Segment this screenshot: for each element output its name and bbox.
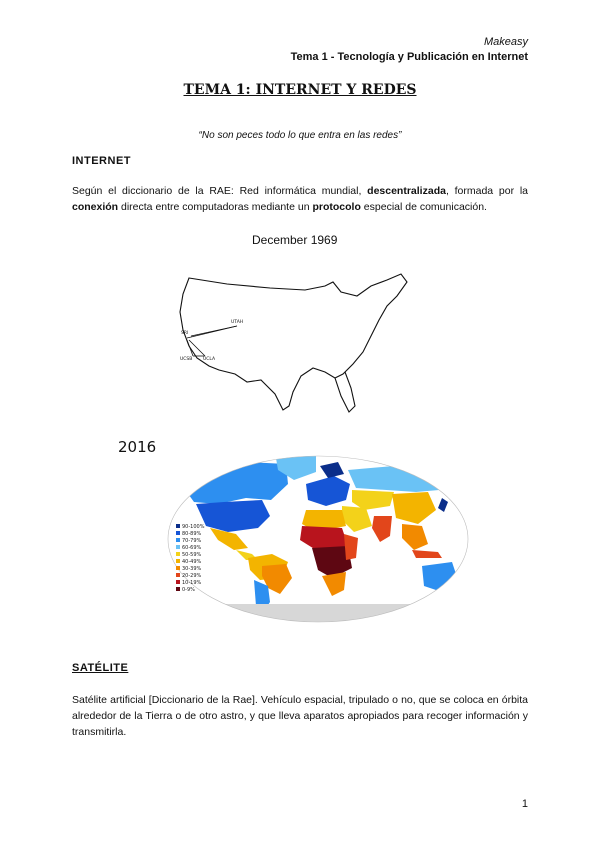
legend-label-1: 90-100%	[182, 524, 205, 530]
legend-label-3: 70-79%	[182, 538, 202, 544]
legend-swatch-3	[176, 538, 180, 542]
florida-outline	[335, 372, 355, 412]
legend-label-6: 40-49%	[182, 559, 202, 565]
land-canada	[181, 462, 288, 504]
node-ucla: UCLA	[203, 357, 216, 362]
internet-text-c: , formada por la	[445, 185, 528, 197]
legend-swatch-2	[176, 531, 180, 535]
land-new-zealand	[460, 590, 466, 602]
world-internet-map	[166, 454, 471, 624]
land-antarctica	[166, 604, 471, 624]
map-2016-label: 2016	[118, 438, 157, 456]
map-1969-label: December 1969	[252, 233, 338, 247]
section-heading-internet: INTERNET	[72, 155, 131, 167]
legend-label-5: 50-59%	[182, 552, 202, 558]
header-brand: Makeasy	[483, 36, 528, 48]
satelite-definition: Satélite artificial [Diccionario de la Rae]. Vehículo espacial, tripulado o no, que se coloca en órbita alrededor de la Tierra o de otro astro, y que lleva aparatos apropiados para recoger información y transmitirla.	[72, 694, 528, 738]
document-title: TEMA 1: INTERNET Y REDES	[183, 82, 417, 98]
legend-label-4: 60-69%	[182, 545, 202, 551]
legend-label-7: 30-39%	[182, 566, 202, 572]
legend-label-2: 80-89%	[182, 531, 202, 537]
node-utah: UTAH	[231, 320, 244, 325]
internet-bold-descentralizada: descentralizada	[367, 185, 446, 197]
internet-bold-protocolo: protocolo	[312, 201, 361, 213]
legend-swatch-5	[176, 552, 180, 556]
legend-swatch-7	[176, 566, 180, 570]
legend-swatch-4	[176, 545, 180, 549]
legend-label-9: 10-19%	[182, 580, 202, 586]
quote: “No son peces todo lo que entra en las redes”	[198, 130, 402, 141]
section-heading-satelite: SATÉLITE	[72, 662, 129, 674]
land-east-africa	[344, 534, 358, 560]
legend-label-10: 0-9%	[182, 587, 195, 593]
legend-swatch-1	[176, 524, 180, 528]
link-sri-utah	[187, 326, 237, 338]
node-ucsb: UCSB	[180, 357, 193, 362]
node-sri: SRI	[181, 331, 189, 336]
header-subtitle: Tema 1 - Tecnología y Publicación en Internet	[290, 51, 528, 63]
link-sri-ucla	[189, 340, 205, 356]
internet-bold-conexion: conexión	[72, 201, 119, 213]
internet-text-a: Según el diccionario de la RAE: Red informática mundial,	[72, 185, 368, 197]
link-sri-ucsb	[187, 340, 193, 356]
internet-definition	[72, 183, 528, 215]
legend-swatch-8	[176, 573, 180, 577]
legend-label-8: 20-29%	[182, 573, 202, 579]
page-number: 1	[521, 798, 528, 810]
arpanet-links	[187, 326, 237, 356]
legend-swatch-9	[176, 580, 180, 584]
usa-outline	[180, 274, 407, 410]
internet-text-g: especial de comunicación.	[360, 201, 487, 213]
usa-arpanet-map	[175, 266, 415, 416]
legend-swatch-10	[176, 587, 180, 591]
legend-swatch-6	[176, 559, 180, 563]
internet-text-e: directa entre computadoras mediante un	[118, 201, 313, 213]
